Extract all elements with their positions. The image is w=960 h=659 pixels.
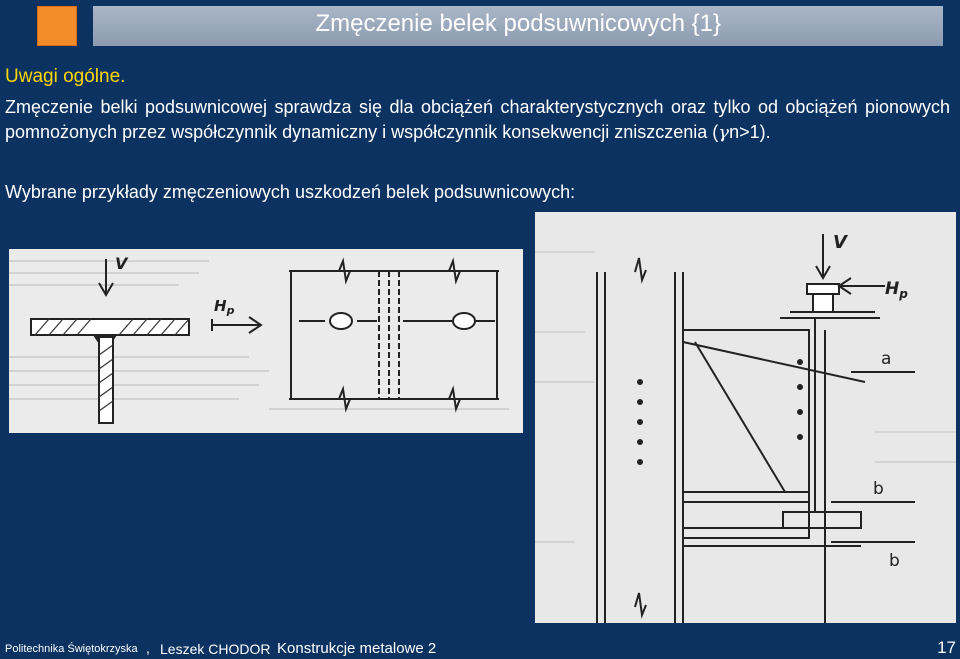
- footer-author: Leszek CHODOR: [160, 641, 271, 657]
- figure-crane-bracket: [535, 212, 956, 623]
- horizontal-load-arrow: [839, 278, 885, 294]
- girder-elevation: [289, 261, 499, 409]
- paragraph-fatigue-rules: [5, 95, 950, 145]
- top-flange: [31, 319, 189, 335]
- footer-institution: Politechnika Świętokrzyska: [5, 643, 138, 655]
- paragraph-text-end: n>1).: [729, 122, 771, 142]
- paragraph-text-start: Zmęczenie belki podsuwnicowej sprawdza się dla obciążeń charakterystycznych oraz tylko od obciążeń pionowych pomnożonych przez współczynnik dynamiczny i współczynnik konsekwencji zniszczenia (: [5, 97, 950, 142]
- figure-left-drawing: [9, 249, 523, 433]
- label-a: a: [881, 349, 892, 369]
- accent-square: [37, 6, 77, 46]
- label-b: b: [873, 479, 884, 499]
- column-and-bracket: [597, 258, 915, 623]
- slide-title: Zmęczenie belek podsuwnicowych {1}: [315, 10, 721, 37]
- figure-right-drawing: [535, 212, 956, 623]
- footer-separator: ,: [146, 640, 150, 656]
- figure-crane-girder-section: [9, 249, 523, 433]
- title-bar: [93, 6, 943, 46]
- label-hp: $H_p$: [214, 297, 235, 317]
- footer-course: Konstrukcje metalowe 2: [277, 640, 437, 657]
- label-v: V: [833, 232, 847, 253]
- label-b-lower: b: [889, 551, 900, 571]
- paragraph-examples: Wybrane przykłady zmęczeniowych uszkodzeń belek podsuwnicowych:: [5, 182, 576, 202]
- label-hp: $H_p$: [885, 279, 908, 301]
- vertical-load-arrow: [99, 259, 113, 295]
- horizontal-load-arrow: [212, 317, 261, 333]
- gamma-symbol: γ: [718, 122, 730, 143]
- page-number: 17: [937, 638, 956, 657]
- label-v: V: [115, 254, 128, 273]
- slide-subtitle: Uwagi ogólne.: [5, 66, 126, 87]
- crane-rail: [807, 284, 839, 312]
- rivets: [637, 359, 803, 465]
- vertical-load-arrow: [816, 234, 830, 278]
